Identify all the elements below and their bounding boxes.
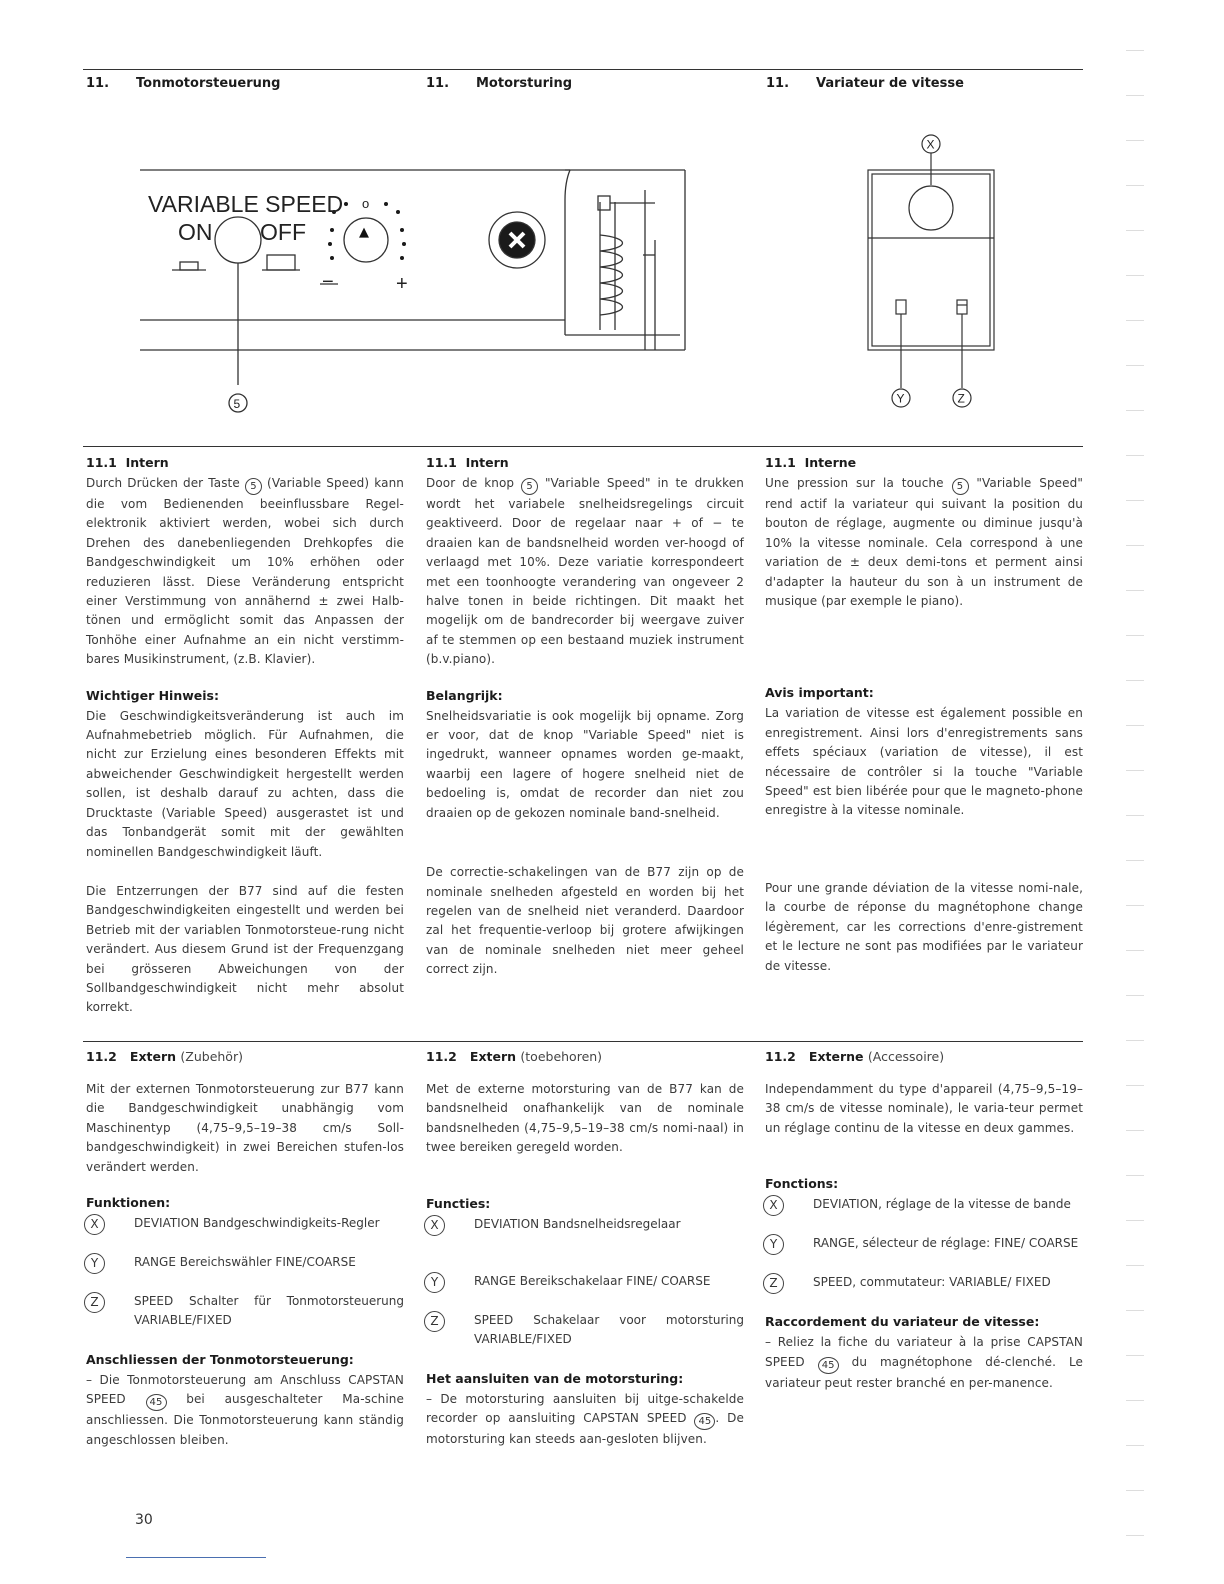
header-col2-title: Motorsturing — [476, 76, 573, 91]
col-fr-11-1 — [765, 453, 1083, 976]
func-de-z-text: SPEED Schalter für Tonmotorsteuerung VARIABLE/FIXED — [134, 1294, 404, 1328]
heading-fr-title: Interne — [804, 455, 857, 470]
heading-fr2-num: 11.2 — [765, 1049, 796, 1064]
func-de-x — [86, 1214, 404, 1233]
ref-45-de: 45 — [146, 1394, 167, 1411]
page-number: 30 — [135, 1512, 153, 1528]
ref-5-fr: 5 — [952, 478, 969, 495]
func-de-y-text: RANGE Bereichswähler FINE/COARSE — [134, 1255, 356, 1270]
para-fr-ext-intro: Independamment du type d'appareil (4,75–9,5–19–38 cm/s de vitesse nominale), le varia-teur permet un réglage continu de la vitesse en deux gammes. — [765, 1082, 1083, 1135]
footer-line — [126, 1557, 266, 1558]
func-fr-x-text: DEVIATION, réglage de la vitesse de bande — [813, 1197, 1071, 1212]
ref-5-nl: 5 — [521, 478, 538, 495]
para-fr-intro — [765, 474, 1083, 611]
knob-top-mark: o — [362, 196, 370, 211]
para-de-intro — [86, 474, 404, 670]
off-label: OFF — [260, 219, 306, 245]
callout-5: 5 — [233, 397, 241, 411]
col-fr-11-2 — [765, 1047, 1083, 1393]
heading-de-title: Intern — [125, 455, 169, 470]
top-rule — [83, 69, 1083, 70]
para-de-ext-intro: Mit der externen Tonmotorsteuerung zur B77 kann die Bandgeschwindigkeit unabhängig vom Maschinentyp (4,75–9,5–19–38 cm/s Soll-bandgeschwindigkeit) in zwei Bereichen stufen-los verändert werden. — [86, 1082, 404, 1174]
ref-5-de: 5 — [245, 478, 262, 495]
text-de-p1a: Durch Drücken der Taste — [86, 476, 240, 490]
y-symbol-icon: Y — [84, 1253, 105, 1274]
header-col2 — [426, 76, 572, 91]
header-col3-num: 11. — [766, 76, 790, 91]
margin-ticks — [1126, 40, 1146, 1540]
heading-nl-11-1 — [426, 453, 744, 472]
header-col2-num: 11. — [426, 76, 450, 91]
para-fr-note: La variation de vitesse est également possible en enregistrement. Ainsi lors d'enregistrements sans effets spéciaux (variation de vitesse), il est nécessaire de contrôler si la touche "Variable Speed" est bien libérée pour que le magneto-phone enregistre à la vitesse nominale. — [765, 706, 1083, 818]
func-de-z — [86, 1292, 404, 1330]
note-title-fr: Avis important: — [765, 685, 874, 701]
col-nl-11-1 — [426, 453, 744, 980]
text-nl-conn-b: . De motorsturing kan steeds aan-gesloten blijven. — [426, 1411, 744, 1447]
func-title-fr: Fonctions: — [765, 1176, 839, 1192]
heading-de2-sub: (Zubehör) — [180, 1049, 243, 1064]
heading-de2-num: 11.2 — [86, 1049, 117, 1064]
para-fr-eq: Pour une grande déviation de la vitesse nomi-nale, la courbe de réponse du magnétophone change légèrement, car les corrections d'enre-gistrement et le lecture ne sont pas modifiées par le variateur de vitesse. — [765, 880, 1083, 973]
heading-nl2-sub: (toebehoren) — [520, 1049, 603, 1064]
knob-arrow-icon: ▲ — [359, 225, 369, 240]
text-de-conn-a: – Die Tonmotorsteuerung am Anschluss CAPSTAN SPEED — [86, 1373, 404, 1407]
heading-nl2-title: Extern — [469, 1049, 517, 1064]
func-nl-z-text: SPEED Schakelaar voor motorsturing VARIABLE/FIXED — [474, 1312, 744, 1346]
func-nl-y-text: RANGE Bereikschakelaar FINE/ COARSE — [474, 1273, 711, 1288]
func-fr-x — [765, 1195, 1083, 1214]
header-col3 — [766, 76, 964, 91]
heading-nl-title: Intern — [465, 455, 509, 470]
on-label: ON — [178, 219, 213, 245]
text-fr-p1b: "Variable Speed" rend actif la variateur qui suivant la position du bouton de réglage, augmente ou diminue jusqu'à 10% la vitesse nominale. Cela correspond à une variation de ± deux demi-tons et perment ainsi d'adapter la hauteur du son à un instrument de musique (par exemple le piano). — [765, 476, 1083, 609]
x-symbol-icon: X — [424, 1215, 445, 1236]
text-fr-conn-a: – Reliez la fiche du variateur à la prise CAPSTAN SPEED — [765, 1335, 1083, 1369]
y-symbol-icon: Y — [763, 1234, 784, 1255]
diagram-x-label: X — [926, 137, 935, 152]
header-col1-title: Tonmotorsteuerung — [136, 76, 281, 91]
diagram-z-label: Z — [957, 391, 965, 406]
accessory-diagram — [860, 130, 1010, 415]
para-de-note: Die Geschwindigkeitsveränderung ist auch im Aufnahmebetrieb möglich. Für Aufnahmen, die nicht zur Erzielung eines besonderen Effekts mit abweichender Geschwindigkeit hergestellt werden sollen, ist deshalb darauf zu achten, dass die Drucktaste (Variable Speed) ausgerastet ist und das Tonbandgerät somit mit der gewählten nominellen Bandgeschwindigkeit läuft. — [86, 708, 404, 859]
func-nl-z — [426, 1311, 744, 1349]
conn-title-fr: Raccordement du variateur de vitesse: — [765, 1314, 1040, 1330]
plus-label: + — [396, 273, 408, 295]
func-fr-y — [765, 1234, 1083, 1253]
para-nl-note: Snelheidsvariatie is ook mogelijk bij opname. Zorg er voor, dat de knop "Variable Speed" niet is ingedrukt, wanneer opnames worden ge-maakt, waarbij een lagere of hogere snelheid niet de bedoeling is, omdat de recorder dan niet zou draaien op de gekozen nominale band-snelheid. — [426, 708, 744, 820]
func-fr-z — [765, 1273, 1083, 1292]
note-title-nl: Belangrijk: — [426, 687, 503, 703]
conn-title-nl: Het aansluiten van de motorsturing: — [426, 1370, 684, 1386]
heading-de-num: 11.1 — [86, 455, 117, 470]
heading-fr-num: 11.1 — [765, 455, 796, 470]
note-title-de: Wichtiger Hinweis: — [86, 687, 219, 703]
variable-speed-diagram — [140, 160, 720, 420]
col-de-11-1 — [86, 453, 404, 1018]
para-nl-eq: De correctie-schakelingen van de B77 zijn op de nominale snelheden afgesteld en worden bij het regelen van de snelheid niet veranderd. Daardoor zal het frequentie-verloop bij grotere afwijkingen van de nominale snelheden niet meer geheel correct zijn. — [426, 865, 744, 977]
func-nl-y — [426, 1272, 744, 1291]
z-symbol-icon: Z — [424, 1311, 445, 1332]
y-symbol-icon: Y — [424, 1272, 445, 1293]
func-de-y — [86, 1253, 404, 1272]
x-symbol-icon: X — [763, 1195, 784, 1216]
text-de-conn-b: bei ausgeschalteter Ma-schine anschliessen. Die Tonmotorsteuerung kann ständig angeschlossen bleiben. — [86, 1392, 404, 1447]
conn-title-de: Anschliessen der Tonmotorsteuerung: — [86, 1352, 354, 1368]
heading-fr-11-2 — [765, 1047, 1083, 1066]
func-fr-z-text: SPEED, commutateur: VARIABLE/ FIXED — [813, 1275, 1051, 1290]
diagram-y-label: Y — [896, 391, 905, 406]
heading-de2-title: Extern — [129, 1049, 177, 1064]
para-de-eq: Die Entzerrungen der B77 sind auf die festen Bandgeschwindigkeiten eingestellt und werden bei Betrieb mit der variablen Tonmotorsteue-rung nicht verändert. Aus diesem Grund ist der Frequenzgang bei grösseren Abweichungen von der Sollbandgeschwindigkeit nicht mehr absolut korrekt. — [86, 883, 404, 1015]
variable-speed-label: VARIABLE SPEED — [148, 191, 344, 217]
func-nl-x-text: DEVIATION Bandsnelheidsregelaar — [474, 1216, 681, 1231]
text-fr-conn-b: du magnétophone dé-clenché. Le variateur peut rester branché en per-manence. — [765, 1354, 1084, 1390]
text-nl-p1a: Door de knop — [426, 476, 515, 490]
heading-nl-num: 11.1 — [426, 455, 457, 470]
heading-de-11-2 — [86, 1047, 404, 1066]
para-nl-ext-intro: Met de externe motorsturing van de B77 kan de bandsnelheid onafhankelijk van de nominale bandsnelheden (4,75–9,5–19–38 cm/s nomi-naal) in twee bereiken geregeld worden. — [426, 1082, 744, 1155]
rule-11-1 — [83, 446, 1083, 447]
col-nl-11-2 — [426, 1047, 744, 1449]
col-de-11-2 — [86, 1047, 404, 1450]
para-nl-intro — [426, 474, 744, 670]
func-title-nl: Functies: — [426, 1195, 491, 1211]
func-title-de: Funktionen: — [86, 1195, 171, 1211]
heading-de-11-1 — [86, 453, 404, 472]
text-fr-p1a: Une pression sur la touche — [765, 476, 944, 490]
para-fr-conn — [765, 1333, 1083, 1393]
heading-nl-11-2 — [426, 1047, 744, 1066]
text-nl-p1b: "Variable Speed" in te drukken wordt het variabele snelheidsregelings circuit geaktiveerd. Door de regelaar naar + of − te draaien kan de bandsnelheid worden ver-hoogd of verlaagd met 10%. Deze variatie korrespondeert met een toonhoogte verandering van ongeveer 2 halve tonen in beide richtingen. Dit maakt het mogelijk om de bandrecorder bij weergave zuiver af te stemmen op een bestaand muziek instrument (b.v.piano). — [426, 476, 744, 667]
heading-fr-11-1 — [765, 453, 1083, 472]
func-de-x-text: DEVIATION Bandgeschwindigkeits-Regler — [134, 1216, 380, 1231]
heading-fr2-sub: (Accessoire) — [867, 1049, 945, 1064]
text-nl-conn-a: – De motorsturing aansluiten bij uitge-schakelde recorder op aansluiting CAPSTAN SPEED — [426, 1391, 744, 1426]
heading-fr2-title: Externe — [808, 1049, 864, 1064]
heading-nl2-num: 11.2 — [426, 1049, 457, 1064]
ref-45-nl: 45 — [694, 1413, 715, 1430]
ref-45-fr: 45 — [818, 1357, 839, 1374]
func-nl-x — [426, 1215, 744, 1234]
rule-11-2 — [83, 1041, 1083, 1042]
text-de-p1b: (Variable Speed) kann die vom Bedienenden beeinflussbare Regel-elektronik aktiviert werden, wobei sich durch Drehen des danebenliegenden Drehkopfes die Bandgeschwindigkeit um 10% erhöhen oder reduzieren lässt. Diese Veränderung entspricht einer Verstimmung von annähernd ± zwei Halb-tönen und ermöglicht somit das Anpassen der Tonhöhe einer Aufnahme an ein nicht verstimm-bares Musikinstrument, (z.B. Klavier). — [86, 476, 404, 667]
para-nl-conn — [426, 1390, 744, 1450]
z-symbol-icon: Z — [763, 1273, 784, 1294]
header-col3-title: Variateur de vitesse — [816, 76, 964, 91]
minus-label: − — [322, 271, 334, 293]
header-col1-num: 11. — [86, 76, 110, 91]
z-symbol-icon: Z — [84, 1292, 105, 1313]
para-de-conn — [86, 1371, 404, 1450]
func-fr-y-text: RANGE, sélecteur de réglage: FINE/ COARSE — [813, 1236, 1079, 1251]
header-col1 — [86, 76, 280, 91]
x-symbol-icon: X — [84, 1214, 105, 1235]
